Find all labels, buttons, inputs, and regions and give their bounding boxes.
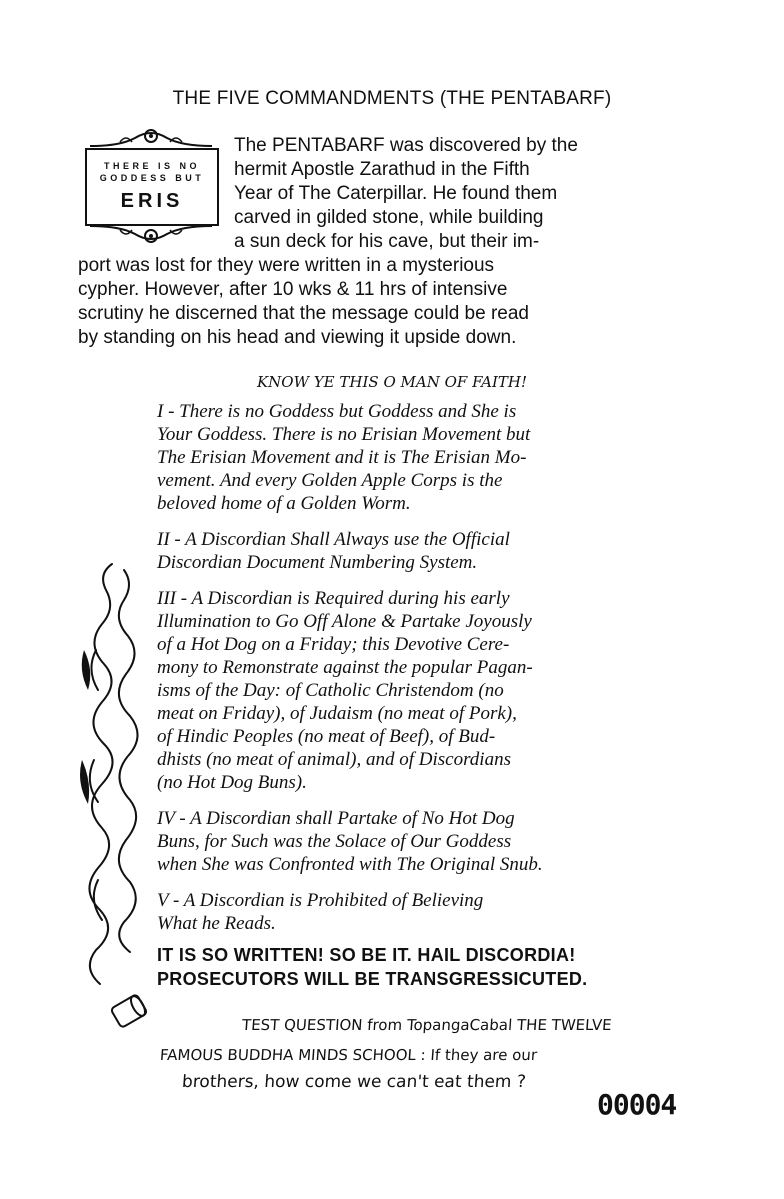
commandment-line: I - There is no Goddess but Goddess and She is — [157, 401, 517, 422]
commandment-line: Illumination to Go Off Alone & Partake Joyously — [157, 611, 532, 632]
scroll-illustration-icon — [72, 560, 152, 1040]
commandment-3 — [157, 587, 702, 794]
commandment-line: beloved home of a Golden Worm. — [157, 493, 411, 514]
commandment-line: vement. And every Golden Apple Corps is the — [157, 470, 503, 491]
commandment-line: Your Goddess. There is no Erisian Movement but — [157, 424, 531, 445]
intro-line: scrutiny he discerned that the message could be read — [78, 303, 529, 324]
commandment-line: meat on Friday), of Judaism (no meat of Pork), — [157, 703, 517, 724]
commandment-5 — [157, 889, 702, 935]
handwritten-note-line-2: FAMOUS BUDDHA MINDS SCHOOL : If they are our — [159, 1046, 538, 1064]
commandment-4 — [157, 807, 702, 876]
intro-line: by standing on his head and viewing it upside down. — [78, 327, 517, 348]
commandment-line: (no Hot Dog Buns). — [157, 772, 307, 793]
commandment-line: Discordian Document Numbering System. — [157, 552, 478, 573]
closing-line-1: IT IS SO WRITTEN! SO BE IT. HAIL DISCORDIA! — [157, 945, 576, 965]
commandment-line: The Erisian Movement and it is The Erisian Mo- — [157, 447, 527, 468]
intro-line: The PENTABARF was discovered by the — [234, 135, 578, 156]
commandment-1 — [157, 400, 702, 515]
intro-line: hermit Apostle Zarathud in the Fifth — [234, 159, 530, 180]
intro-paragraph — [78, 134, 718, 350]
commandments-list — [157, 400, 702, 948]
badge-name: ERIS — [120, 190, 184, 212]
commandment-line: II - A Discordian Shall Always use the Official — [157, 529, 510, 550]
commandment-line: III - A Discordian is Required during his early — [157, 588, 510, 609]
commandment-line: mony to Remonstrate against the popular Pagan- — [157, 657, 533, 678]
commandment-line: isms of the Day: of Catholic Christendom (no — [157, 680, 504, 701]
commandment-line: V - A Discordian is Prohibited of Believing — [157, 890, 484, 911]
handwritten-note-line-1: TEST QUESTION from TopangaCabal THE TWELVE — [241, 1016, 613, 1034]
closing-line-2: PROSECUTORS WILL BE TRANSGRESSICUTED. — [157, 969, 588, 989]
intro-line: a sun deck for his cave, but their im- — [234, 231, 540, 252]
commandment-line: of Hindic Peoples (no meat of Beef), of Bud- — [157, 726, 496, 747]
commandment-line: when She was Confronted with The Original Snub. — [157, 854, 543, 875]
commandment-line: of a Hot Dog on a Friday; this Devotive Cere- — [157, 634, 510, 655]
badge-line-1: THERE IS NO — [103, 161, 200, 171]
handwritten-note-line-3: brothers, how come we can't eat them ? — [181, 1072, 527, 1092]
badge-line-2: GODDESS BUT — [99, 173, 205, 183]
document-number: 00004 — [597, 1088, 677, 1121]
commandment-2 — [157, 528, 702, 574]
section-heading: KNOW YE THIS O MAN OF FAITH! — [256, 373, 528, 391]
intro-line: cypher. However, after 10 wks & 11 hrs of intensive — [78, 279, 508, 300]
commandment-line: Buns, for Such was the Solace of Our Goddess — [157, 831, 512, 852]
page-title: THE FIVE COMMANDMENTS (THE PENTABARF) — [172, 88, 612, 109]
closing-proclamation — [157, 943, 717, 991]
intro-line: Year of The Caterpillar. He found them — [234, 183, 558, 204]
commandment-line: IV - A Discordian shall Partake of No Hot Dog — [157, 808, 515, 829]
commandment-line: dhists (no meat of animal), and of Discordians — [157, 749, 511, 770]
intro-line: carved in gilded stone, while building — [234, 207, 544, 228]
commandment-line: What he Reads. — [157, 913, 276, 934]
intro-line: port was lost for they were written in a mysterious — [78, 255, 495, 276]
